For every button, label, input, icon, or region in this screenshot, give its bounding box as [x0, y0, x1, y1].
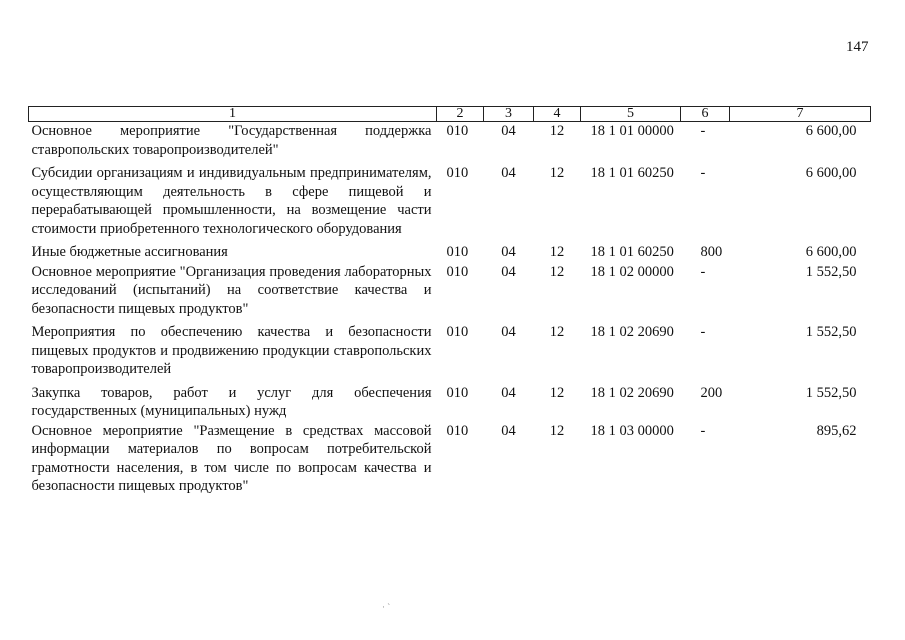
row-cell: 800: [700, 244, 723, 260]
column-header: 1: [29, 107, 437, 122]
page-number: 147: [846, 39, 869, 55]
header-row: [29, 107, 871, 122]
row-cell: 04: [501, 123, 516, 139]
row-cell: 12: [549, 324, 565, 340]
row-cell: 010: [446, 422, 469, 439]
row-cell: 010: [446, 263, 469, 280]
row-amount-cell: 1 552,50: [805, 324, 857, 340]
row-name-cell: Основное мероприятие "Государственная поддержка ставропольских товаропроизводителей": [31, 123, 432, 158]
column-header: 7: [730, 107, 871, 122]
table-row: [29, 238, 871, 262]
row-cell: 12: [549, 422, 565, 439]
row-cell: 18 1 02 00000: [590, 263, 674, 280]
row-cell: 12: [549, 384, 565, 401]
row-cell: 04: [501, 384, 516, 401]
row-amount-cell: 1 552,50: [805, 263, 857, 280]
row-name-cell: Иные бюджетные ассигнования: [31, 244, 228, 260]
row-cell: -: [700, 263, 706, 280]
row-cell: 010: [446, 384, 469, 401]
column-header: 5: [581, 107, 681, 122]
table-row: [29, 122, 871, 160]
row-name-cell: Субсидии организациям и индивидуальным предпринимателям, осуществляющим деятельность в сфере пищевой и перерабатывающей промышленности, на возмещение части стоимости приобретенного технологического оборудования: [31, 165, 432, 237]
row-amount-cell: 1 552,50: [805, 384, 857, 401]
row-amount-cell: 6 600,00: [805, 123, 857, 139]
row-cell: -: [700, 324, 706, 340]
row-cell: -: [700, 165, 706, 181]
table-row: [29, 421, 871, 496]
row-cell: 010: [446, 244, 469, 260]
row-cell: 18 1 01 60250: [590, 244, 674, 260]
row-cell: 12: [549, 244, 565, 260]
column-header: 3: [484, 107, 534, 122]
row-cell: 18 1 02 20690: [590, 384, 674, 401]
row-cell: 12: [549, 263, 565, 280]
table-row: [29, 318, 871, 379]
row-cell: 04: [501, 324, 516, 340]
row-name-cell: Основное мероприятие "Размещение в средствах массовой информации материалов по вопросам потребительской грамотности населения, в том числе по вопросам качества и безопасности пищевых продуктов": [31, 422, 432, 494]
row-name-cell: Основное мероприятие "Организация проведения лабораторных исследований (испытаний) на соответствие качества и безопасности пищевых продуктов": [31, 263, 432, 317]
row-cell: 04: [501, 244, 516, 260]
table-row: [29, 379, 871, 421]
row-cell: -: [700, 123, 706, 139]
column-header: 6: [681, 107, 730, 122]
row-cell: 18 1 01 00000: [590, 123, 674, 139]
row-name-cell: Закупка товаров, работ и услуг для обеспечения государственных (муниципальных) нужд: [31, 384, 432, 419]
row-cell: 04: [501, 165, 516, 181]
table-row: [29, 159, 871, 238]
row-cell: 010: [446, 324, 469, 340]
row-cell: 12: [549, 165, 565, 181]
row-cell: 18 1 02 20690: [590, 324, 674, 340]
table-row: [29, 262, 871, 319]
row-cell: 04: [501, 263, 516, 280]
row-cell: 04: [501, 422, 516, 439]
row-cell: -: [700, 422, 706, 439]
row-amount-cell: 6 600,00: [805, 165, 857, 181]
column-header: 2: [437, 107, 484, 122]
budget-table: [28, 106, 871, 496]
row-name-cell: Мероприятия по обеспечению качества и безопасности пищевых продуктов и продвижению продукции ставропольских товаропроизводителей: [31, 324, 432, 377]
row-cell: 18 1 03 00000: [590, 422, 674, 439]
scan-artifact: · ˋ: [382, 602, 391, 612]
row-cell: 18 1 01 60250: [590, 165, 674, 181]
row-amount-cell: 6 600,00: [805, 244, 857, 260]
row-cell: 12: [549, 123, 565, 139]
column-header: 4: [534, 107, 581, 122]
row-cell: 010: [446, 123, 469, 139]
row-cell: 200: [700, 384, 723, 401]
row-amount-cell: 895,62: [816, 422, 857, 439]
row-cell: 010: [446, 165, 469, 181]
